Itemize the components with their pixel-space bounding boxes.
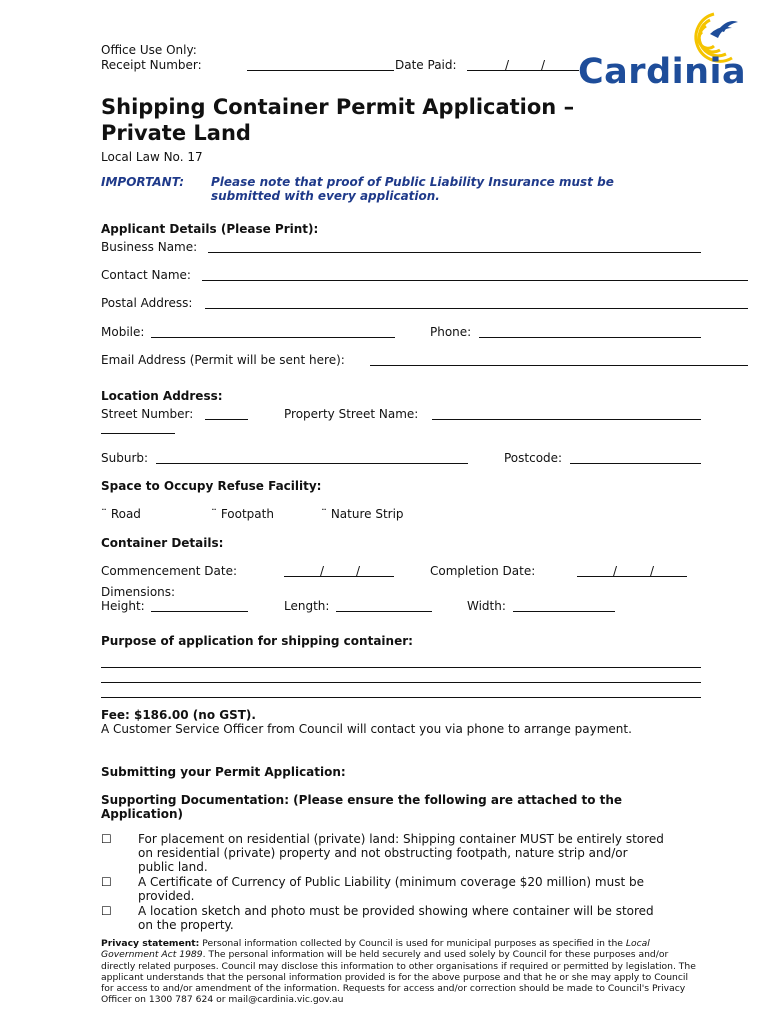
date-slash: /: [356, 564, 361, 578]
receipt-number-label: Receipt Number:: [101, 58, 202, 72]
checkbox-1[interactable]: ☐: [101, 832, 112, 846]
purpose-field-line[interactable]: [101, 697, 701, 698]
option-footpath[interactable]: ¨ Footpath: [211, 507, 274, 521]
doc-item-1-line3: public land.: [138, 860, 208, 874]
completion-label: Completion Date:: [430, 564, 536, 578]
street-number-label: Street Number:: [101, 407, 194, 421]
suburb-field[interactable]: [156, 463, 468, 464]
important-note-line2: submitted with every application.: [211, 189, 440, 203]
dimensions-label: Dimensions:: [101, 585, 176, 599]
property-street-field-cont[interactable]: [101, 433, 175, 434]
important-label: IMPORTANT:: [101, 175, 185, 189]
date-paid-slash: /: [541, 58, 546, 72]
date-paid-slash: /: [505, 58, 510, 72]
container-heading: Container Details:: [101, 536, 224, 550]
privacy-label: Privacy statement:: [101, 938, 200, 949]
purpose-heading: Purpose of application for shipping container:: [101, 634, 413, 648]
fee-heading: Fee: $186.00 (no GST).: [101, 708, 256, 722]
date-slash: /: [613, 564, 618, 578]
supporting-heading-line2: Application): [101, 807, 184, 821]
page-title: Shipping Container Permit Application –: [101, 95, 575, 119]
checkbox-2[interactable]: ☐: [101, 875, 112, 889]
commencement-date-field[interactable]: [284, 576, 394, 577]
space-heading: Space to Occupy Refuse Facility:: [101, 479, 322, 493]
property-street-label: Property Street Name:: [284, 407, 419, 421]
contact-name-label: Contact Name:: [101, 268, 191, 282]
contact-name-field[interactable]: [202, 280, 748, 281]
logo-text: Cardinia: [578, 52, 747, 92]
length-field[interactable]: [336, 611, 432, 612]
checkbox-3[interactable]: ☐: [101, 904, 112, 918]
phone-label: Phone:: [430, 325, 472, 339]
suburb-label: Suburb:: [101, 451, 149, 465]
property-street-field[interactable]: [432, 419, 701, 420]
width-field[interactable]: [513, 611, 615, 612]
mobile-label: Mobile:: [101, 325, 145, 339]
height-label: Height:: [101, 599, 145, 613]
doc-item-2-line2: provided.: [138, 889, 195, 903]
phone-field[interactable]: [479, 337, 701, 338]
privacy-statement: [101, 938, 701, 1006]
email-label: Email Address (Permit will be sent here):: [101, 353, 345, 367]
privacy-text: Personal information collected by Council is used for municipal purposes as specified in the: [199, 938, 626, 949]
postcode-field[interactable]: [570, 463, 701, 464]
applicant-heading: Applicant Details (Please Print):: [101, 222, 319, 236]
privacy-act: Local Government Act 1989: [101, 938, 650, 961]
option-road[interactable]: ¨ Road: [101, 507, 141, 521]
submitting-heading: Submitting your Permit Application:: [101, 765, 346, 779]
date-slash: /: [320, 564, 325, 578]
business-name-field[interactable]: [208, 252, 701, 253]
privacy-text-cont: . The personal information will be held securely and used solely by Council for these purposes and/or directly related purposes. Council may disclose this information to other organisations if required or permitted by legislation. The applicant understands that the personal information provided is for the above purpose and that he or she may apply to Council for access to and/or amendment of the information. Requests for access and/or correction should be made to Council's Privacy Officer on 1300 787 624 or mail@cardinia.vic.gov.au: [101, 949, 696, 1006]
street-number-field[interactable]: [205, 419, 248, 420]
page-title-line2: Private Land: [101, 121, 251, 145]
fee-note: A Customer Service Officer from Council will contact you via phone to arrange payment.: [101, 722, 632, 736]
date-slash: /: [650, 564, 655, 578]
important-note: Please note that proof of Public Liability Insurance must be: [211, 175, 614, 189]
doc-item-1: For placement on residential (private) land: Shipping container MUST be entirely stored: [138, 832, 664, 846]
postcode-label: Postcode:: [504, 451, 563, 465]
doc-item-3-line2: on the property.: [138, 918, 234, 932]
office-use-label: Office Use Only:: [101, 43, 197, 57]
width-label: Width:: [467, 599, 506, 613]
cardinia-logo: [576, 10, 747, 92]
email-field[interactable]: [370, 365, 748, 366]
mobile-field[interactable]: [151, 337, 395, 338]
location-heading: Location Address:: [101, 389, 223, 403]
supporting-heading: Supporting Documentation: (Please ensure the following are attached to the: [101, 793, 623, 807]
receipt-number-line[interactable]: [247, 70, 394, 71]
date-paid-label: Date Paid:: [395, 58, 457, 72]
date-paid-line[interactable]: [467, 70, 579, 71]
purpose-field-line[interactable]: [101, 682, 701, 683]
business-name-label: Business Name:: [101, 240, 198, 254]
commencement-label: Commencement Date:: [101, 564, 237, 578]
purpose-field-line[interactable]: [101, 667, 701, 668]
local-law: Local Law No. 17: [101, 150, 203, 164]
length-label: Length:: [284, 599, 330, 613]
height-field[interactable]: [151, 611, 248, 612]
postal-address-field[interactable]: [205, 308, 748, 309]
doc-item-2: A Certificate of Currency of Public Liability (minimum coverage $20 million) must be: [138, 875, 644, 889]
postal-address-label: Postal Address:: [101, 296, 193, 310]
doc-item-3: A location sketch and photo must be provided showing where container will be stored: [138, 904, 654, 918]
completion-date-field[interactable]: [577, 576, 687, 577]
option-nature-strip[interactable]: ¨ Nature Strip: [321, 507, 404, 521]
doc-item-1-line2: on residential (private) property and not obstructing footpath, nature strip and/or: [138, 846, 628, 860]
